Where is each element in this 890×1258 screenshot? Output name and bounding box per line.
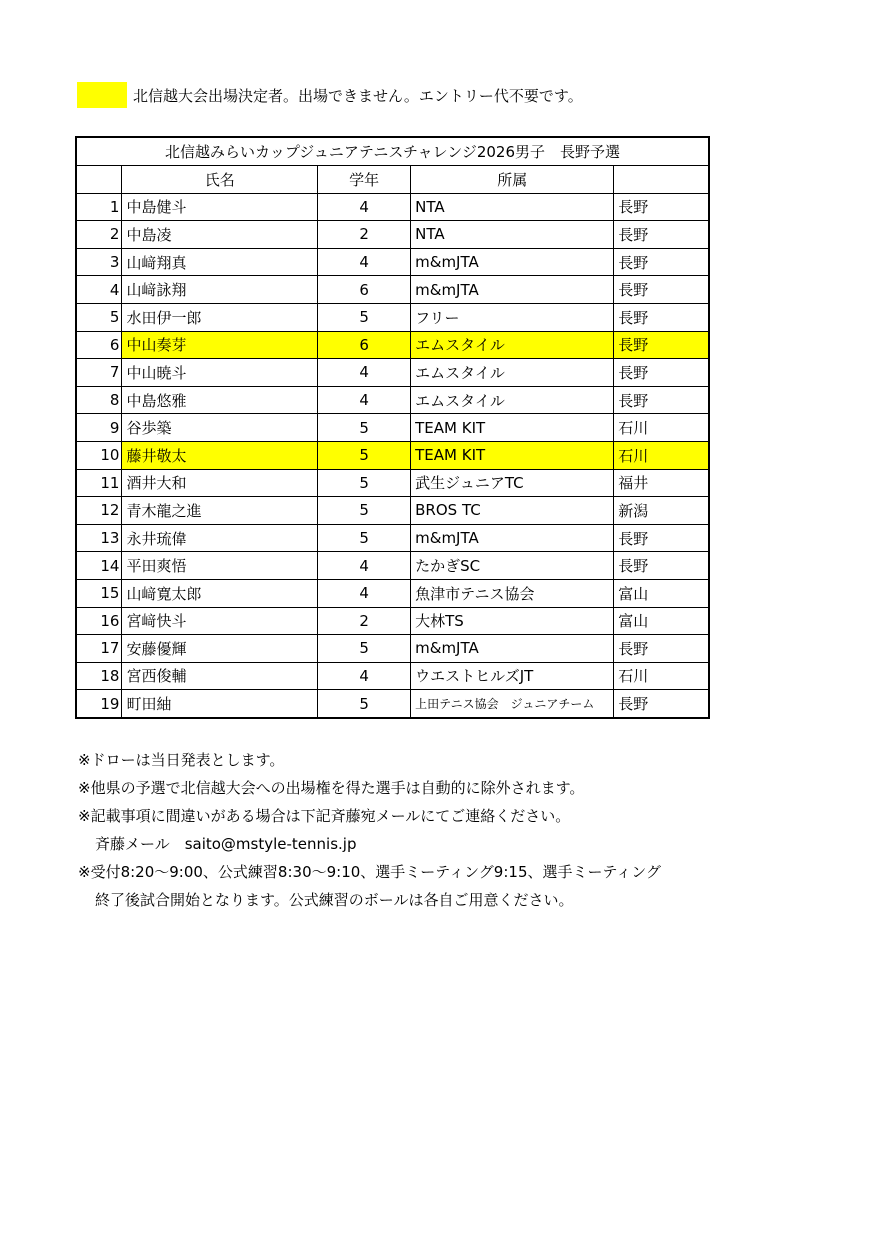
player-grade: 2 (318, 607, 411, 635)
table-title-row (76, 137, 709, 166)
player-prefecture: 長野 (614, 248, 709, 276)
player-prefecture: 長野 (614, 386, 709, 414)
player-club: 武生ジュニアTC (411, 469, 614, 497)
player-name: 水田伊一郎 (122, 303, 318, 331)
player-name: 藤井敬太 (122, 441, 318, 469)
legend-color-swatch (77, 82, 127, 108)
note-line: 終了後試合開始となります。公式練習のボールは各自ご用意ください。 (95, 891, 574, 909)
player-name: 中島悠雅 (122, 386, 318, 414)
table-row (76, 635, 709, 663)
row-number: 12 (76, 497, 122, 525)
row-number: 7 (76, 359, 122, 387)
legend-text: 北信越大会出場決定者。出場できません。エントリー代不要です。 (133, 86, 583, 105)
player-name: 酒井大和 (122, 469, 318, 497)
entry-table (75, 136, 710, 719)
table-row (76, 552, 709, 580)
player-name: 平田爽悟 (122, 552, 318, 580)
player-club: BROS TC (411, 497, 614, 525)
note-line: 斉藤メール saito@mstyle-tennis.jp (95, 835, 357, 853)
player-grade: 5 (318, 469, 411, 497)
player-name: 山﨑寛太郎 (122, 579, 318, 607)
player-club: 大林TS (411, 607, 614, 635)
note-line: ※他県の予選で北信越大会への出場権を得た選手は自動的に除外されます。 (78, 779, 585, 797)
table-row (76, 441, 709, 469)
table-row (76, 469, 709, 497)
player-prefecture: 長野 (614, 193, 709, 221)
player-prefecture: 福井 (614, 469, 709, 497)
table-row (76, 193, 709, 221)
player-name: 中島凌 (122, 221, 318, 249)
player-name: 宮﨑快斗 (122, 607, 318, 635)
player-prefecture: 石川 (614, 441, 709, 469)
highlight-legend (77, 82, 583, 108)
player-prefecture: 長野 (614, 635, 709, 663)
header-club: 所属 (411, 166, 614, 194)
table-row (76, 690, 709, 718)
player-prefecture: 長野 (614, 303, 709, 331)
player-club: m&mJTA (411, 524, 614, 552)
notes-section (78, 746, 661, 914)
player-prefecture: 富山 (614, 607, 709, 635)
note-line: ※ドローは当日発表とします。 (78, 751, 285, 769)
row-number: 3 (76, 248, 122, 276)
header-no (76, 166, 122, 194)
player-grade: 4 (318, 359, 411, 387)
player-club: 魚津市テニス協会 (411, 579, 614, 607)
table-row (76, 662, 709, 690)
player-name: 町田紬 (122, 690, 318, 718)
player-name: 山﨑詠翔 (122, 276, 318, 304)
row-number: 17 (76, 635, 122, 663)
player-grade: 6 (318, 331, 411, 359)
player-prefecture: 石川 (614, 662, 709, 690)
player-grade: 4 (318, 248, 411, 276)
note-line: ※受付8:20～9:00、公式練習8:30～9:10、選手ミーティング9:15、選手ミーティング (78, 863, 661, 881)
header-name: 氏名 (122, 166, 318, 194)
player-name: 中島健斗 (122, 193, 318, 221)
header-grade: 学年 (318, 166, 411, 194)
row-number: 4 (76, 276, 122, 304)
row-number: 15 (76, 579, 122, 607)
table-row (76, 359, 709, 387)
player-name: 青木龍之進 (122, 497, 318, 525)
player-name: 山﨑翔真 (122, 248, 318, 276)
row-number: 19 (76, 690, 122, 718)
row-number: 8 (76, 386, 122, 414)
player-grade: 4 (318, 579, 411, 607)
player-club: TEAM KIT (411, 414, 614, 442)
player-grade: 5 (318, 690, 411, 718)
player-club: NTA (411, 221, 614, 249)
player-club: m&mJTA (411, 248, 614, 276)
player-club: m&mJTA (411, 635, 614, 663)
row-number: 18 (76, 662, 122, 690)
player-grade: 5 (318, 497, 411, 525)
table-row (76, 221, 709, 249)
player-club: 上田テニス協会 ジュニアチーム (411, 690, 614, 718)
player-club: NTA (411, 193, 614, 221)
player-club: たかぎSC (411, 552, 614, 580)
player-prefecture: 長野 (614, 690, 709, 718)
player-club: TEAM KIT (411, 441, 614, 469)
row-number: 9 (76, 414, 122, 442)
player-name: 永井琉偉 (122, 524, 318, 552)
table-header-row (76, 166, 709, 194)
player-grade: 4 (318, 193, 411, 221)
player-prefecture: 新潟 (614, 497, 709, 525)
player-prefecture: 長野 (614, 331, 709, 359)
player-prefecture: 長野 (614, 276, 709, 304)
table-row (76, 414, 709, 442)
player-name: 安藤優輝 (122, 635, 318, 663)
player-prefecture: 長野 (614, 359, 709, 387)
player-grade: 4 (318, 386, 411, 414)
table-row (76, 303, 709, 331)
table-row (76, 607, 709, 635)
player-grade: 4 (318, 552, 411, 580)
table-row (76, 331, 709, 359)
player-grade: 5 (318, 414, 411, 442)
player-prefecture: 長野 (614, 524, 709, 552)
row-number: 1 (76, 193, 122, 221)
table-title: 北信越みらいカップジュニアテニスチャレンジ2026男子 長野予選 (76, 137, 709, 166)
table-row (76, 276, 709, 304)
player-name: 中山暁斗 (122, 359, 318, 387)
player-club: エムスタイル (411, 359, 614, 387)
row-number: 5 (76, 303, 122, 331)
table-row (76, 497, 709, 525)
table-row (76, 579, 709, 607)
player-prefecture: 石川 (614, 414, 709, 442)
row-number: 6 (76, 331, 122, 359)
player-grade: 5 (318, 441, 411, 469)
player-club: エムスタイル (411, 386, 614, 414)
player-club: ウエストヒルズJT (411, 662, 614, 690)
player-grade: 2 (318, 221, 411, 249)
player-grade: 5 (318, 303, 411, 331)
player-prefecture: 富山 (614, 579, 709, 607)
player-grade: 4 (318, 662, 411, 690)
player-club: フリー (411, 303, 614, 331)
table-row (76, 386, 709, 414)
player-grade: 5 (318, 635, 411, 663)
player-name: 谷歩築 (122, 414, 318, 442)
table-row (76, 248, 709, 276)
table-row (76, 524, 709, 552)
row-number: 16 (76, 607, 122, 635)
row-number: 11 (76, 469, 122, 497)
player-grade: 6 (318, 276, 411, 304)
player-grade: 5 (318, 524, 411, 552)
row-number: 13 (76, 524, 122, 552)
player-prefecture: 長野 (614, 221, 709, 249)
row-number: 2 (76, 221, 122, 249)
header-pref (614, 166, 709, 194)
player-prefecture: 長野 (614, 552, 709, 580)
player-name: 中山奏芽 (122, 331, 318, 359)
note-line: ※記載事項に間違いがある場合は下記斉藤宛メールにてご連絡ください。 (78, 807, 571, 825)
player-club: エムスタイル (411, 331, 614, 359)
row-number: 10 (76, 441, 122, 469)
row-number: 14 (76, 552, 122, 580)
player-club: m&mJTA (411, 276, 614, 304)
player-name: 宮西俊輔 (122, 662, 318, 690)
